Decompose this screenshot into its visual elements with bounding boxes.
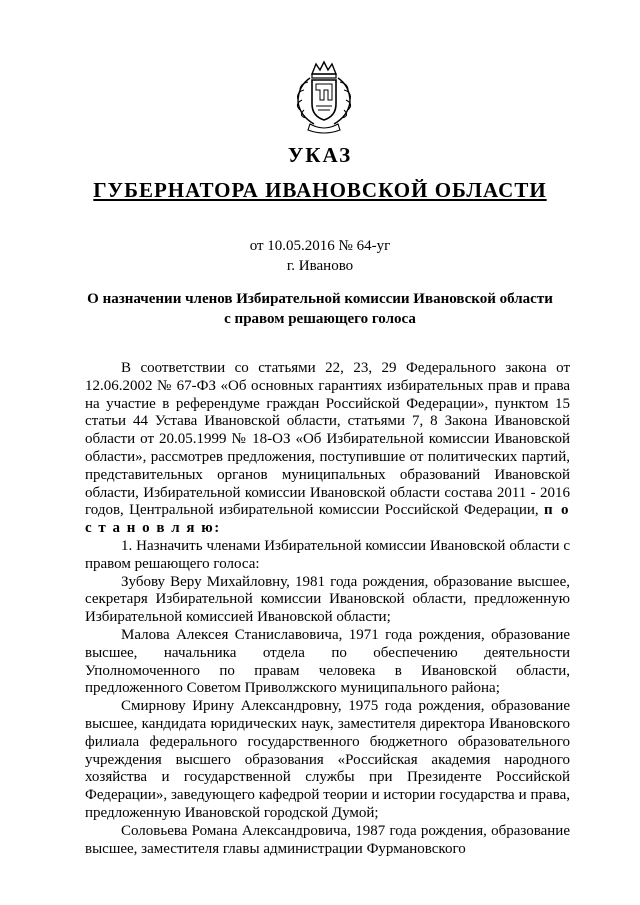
body-paragraph: Малова Алексея Станиславовича, 1971 года рождения, образование высшее, начальника отдела по обеспечению деятельности Уполномоченного по правам человека в Ивановской области, предложенного Советом Приволжского муниципального района;: [85, 626, 570, 697]
document-heading-line1: О назначении членов Избирательной комиссии Ивановской области: [87, 291, 553, 307]
postanovlyayu-text: п о с т а н о в л я ю:: [85, 502, 570, 537]
document-body: [85, 360, 570, 858]
body-paragraph: Соловьева Романа Александровича, 1987 года рождения, образование высшее, заместителя главы администрации Фурмановского: [85, 822, 570, 857]
document-heading-line2: с правом решающего голоса: [224, 311, 416, 327]
document-subtitle: ГУБЕРНАТОРА ИВАНОВСКОЙ ОБЛАСТИ: [93, 178, 547, 202]
body-paragraph: Смирнову Ирину Александровну, 1975 года рождения, образование высшее, кандидата юридических наук, заместителя директора Ивановского филиала федерального государственного бюджетного образовательного учреждения высшего образования «Российская академия народного хозяйства и государственной службы при Президенте Российской Федерации», заведующего кафедрой теории и истории государства и права, предложенную Ивановской городской Думой;: [85, 698, 570, 821]
document-date-number: от 10.05.2016 № 64-уг: [249, 238, 391, 254]
body-paragraph: 1. Назначить членами Избирательной комиссии Ивановской области с правом решающего голоса:: [85, 537, 570, 572]
coat-of-arms-icon: [290, 60, 358, 134]
document-city: г. Иваново: [286, 258, 354, 274]
body-paragraph: Зубову Веру Михайловну, 1981 года рождения, образование высшее, секретаря Избирательной комиссии Ивановской области, предложенную Избирательной комиссией Ивановской области;: [85, 573, 570, 626]
preamble-paragraph: [85, 360, 570, 538]
document-title: УКАЗ: [287, 143, 353, 167]
preamble-text: В соответствии со статьями 22, 23, 29 Федерального закона от 12.06.2002 № 67-ФЗ «Об основных гарантиях избирательных прав и права на участие в референдуме граждан Российской Федерации», пунктом 15 статьи 44 Устава Ивановской области, статьями 7, 8 Закона Ивановской области от 20.05.1999 № 18-ОЗ «Об Избирательной комиссии Ивановской области», рассмотрев предложения, поступившие от политических партий, представительных органов муниципальных образований Ивановской области, Избирательной комиссии Ивановской области состава 2011 - 2016 годов, Центральной избирательной комиссии Российской Федерации,: [85, 360, 570, 519]
